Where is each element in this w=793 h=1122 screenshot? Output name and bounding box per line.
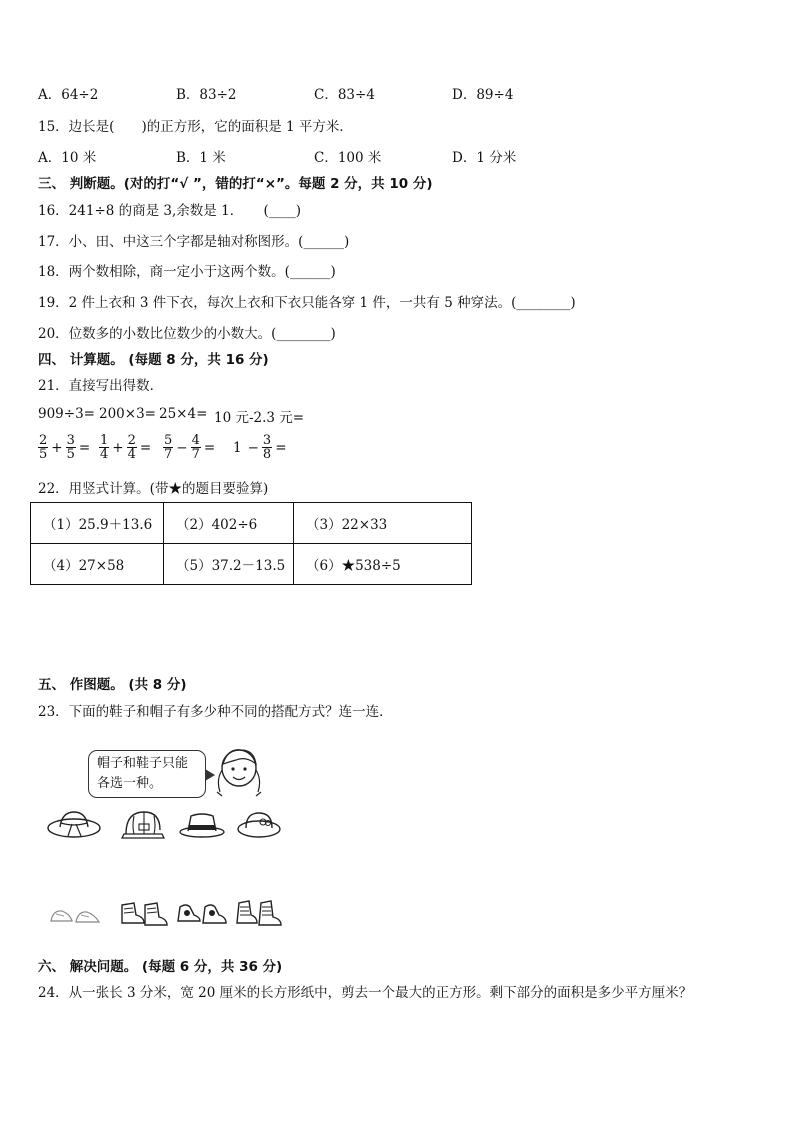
shoes-icon [48, 904, 102, 928]
operator: − [247, 439, 259, 456]
operator: + [51, 439, 63, 456]
equals: = [78, 439, 91, 456]
fraction-den: 7 [191, 447, 200, 462]
boots-icon [118, 895, 170, 929]
bubble-line-1: 帽子和鞋子只能 [97, 756, 189, 771]
table-row [31, 544, 472, 585]
table-cell: （5）37.2－13.5 [164, 544, 294, 585]
fraction-num: 3 [262, 433, 272, 448]
equals: = [139, 439, 152, 456]
fraction-num: 1 [100, 433, 109, 448]
section5-title: 五、 作图题。 (共 8 分) [38, 677, 187, 693]
q19: 19．2 件上衣和 3 件下衣，每次上衣和下衣只能各穿 1 件，一共有 5 种穿法。(________) [38, 295, 576, 311]
fraction-num: 4 [191, 433, 200, 448]
q14-option-a: A．64÷2 [38, 87, 99, 103]
q24-text: 24．从一张长 3 分米，宽 20 厘米的长方形纸中，剪去一个最大的正方形。剩下部分的面积是多少平方厘米？ [38, 985, 693, 1001]
q14-option-b: B．83÷2 [176, 87, 237, 103]
fraction-den: 4 [127, 447, 136, 462]
sneakers-icon [176, 897, 228, 927]
cap-icon [120, 808, 166, 842]
fraction-den: 4 [100, 447, 109, 462]
q21-text: 21．直接写出得数． [38, 378, 164, 394]
table-row [31, 503, 472, 544]
fraction-expr-2 [99, 434, 154, 461]
fraction-den: 8 [262, 447, 272, 462]
q14-option-d: D．89÷4 [452, 87, 514, 103]
q15-text: 15．边长是( )的正方形，它的面积是 1 平方米． [38, 119, 353, 135]
fraction-num: 5 [164, 433, 173, 448]
q15-option-d: D．1 分米 [452, 150, 517, 166]
fraction-num: 2 [127, 433, 136, 448]
q20: 20．位数多的小数比位数少的小数大。(________) [38, 326, 336, 342]
table-cell: （4）27×58 [31, 544, 164, 585]
q18: 18．两个数相除，商一定小于这两个数。(______) [38, 264, 336, 280]
fedora-icon [178, 810, 226, 840]
q14-option-c: C．83÷4 [314, 87, 375, 103]
q22-text: 22．用竖式计算。(带★的题目要验算) [38, 481, 269, 497]
calc-4: 10 元-2.3 元= [214, 410, 305, 426]
fraction-expr-4 [230, 434, 290, 461]
q15-option-b: B．1 米 [176, 150, 226, 166]
table-cell: （3）22×33 [294, 503, 472, 544]
q16: 16．241÷8 的商是 3,余数是 1． (____) [38, 203, 301, 219]
section3-title: 三、 判断题。(对的打“√ ”，错的打“×”。每题 2 分，共 10 分) [38, 176, 433, 192]
q15-option-c: C．100 米 [314, 150, 382, 166]
girl-icon [214, 744, 264, 802]
operator: + [112, 439, 124, 456]
table-cell: （1）25.9＋13.6 [31, 503, 164, 544]
section4-title: 四、 计算题。 (每题 8 分，共 16 分) [38, 352, 269, 368]
speech-bubble [88, 750, 206, 798]
equals: = [203, 439, 216, 456]
calc-1: 909÷3= [38, 406, 95, 422]
calc-3: 25×4= [159, 406, 208, 422]
q15-option-a: A．10 米 [38, 150, 97, 166]
integer: 1 [233, 439, 242, 456]
q17: 17．小、田、中这三个字都是轴对称图形。(______) [38, 234, 350, 250]
hiking-boots-icon [235, 895, 283, 929]
hat-icon [46, 808, 102, 842]
fraction-den: 5 [66, 447, 75, 462]
fraction-num: 2 [39, 433, 48, 448]
table-cell: （2）402÷6 [164, 503, 294, 544]
sun-hat-icon [236, 808, 282, 840]
equals: = [275, 439, 287, 456]
section6-title: 六、 解决问题。 (每题 6 分，共 36 分) [38, 959, 283, 975]
bubble-line-2: 各选一种。 [97, 776, 163, 791]
fraction-num: 3 [66, 433, 75, 448]
fraction-den: 7 [164, 447, 173, 462]
fraction-den: 5 [39, 447, 48, 462]
fraction-expr-3 [163, 434, 218, 461]
operator: − [176, 439, 188, 456]
calc-2: 200×3= [99, 406, 156, 422]
table-cell: （6）★538÷5 [294, 544, 472, 585]
q23-text: 23．下面的鞋子和帽子有多少种不同的搭配方式？连一连． [38, 704, 393, 720]
vertical-calc-table [30, 502, 472, 585]
fraction-expr-1 [38, 434, 93, 461]
